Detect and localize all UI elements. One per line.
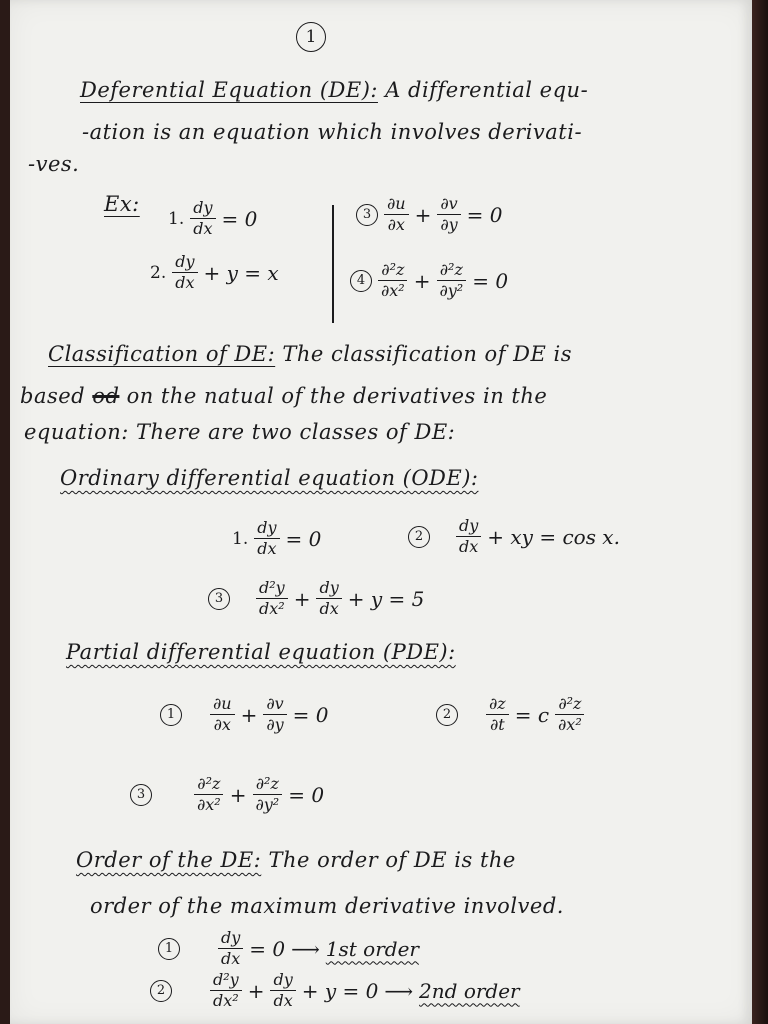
definition-line-3: -ves. [28, 152, 80, 176]
examples-label: Ex: [104, 192, 140, 216]
classification-title: Classification of DE: [48, 342, 276, 366]
order-line-1: Order of the DE: The order of DE is the [76, 848, 516, 872]
example-3: 3 $\frac{\partial u}{\partial x}$ + $\frac{\partial v}{\partial y}$ = 0 [356, 196, 503, 233]
example-divider [332, 205, 334, 323]
definition-line-2: -ation is an equation which involves derivati- [82, 120, 583, 144]
page-number: 1 [296, 22, 326, 52]
definition-line-1 [80, 78, 588, 102]
order-eq-1: 1 $\frac{dy}{dx}$ = 0 ⟶ 1st order [158, 930, 419, 967]
order-line-2: order of the maximum derivative involved. [90, 894, 564, 918]
crossed-out-word: od [92, 384, 120, 408]
example-2 [150, 254, 279, 291]
example-4-number: 4 [350, 270, 372, 292]
example-1-number: 1. [168, 208, 185, 229]
order-eq-2-result: 2nd order [419, 978, 520, 1003]
order-eq-2: 2 $\frac{\text{d²y}}{\text{dx²}}$ + $\frac{dy}{dx}$ + y = 0 ⟶ 2nd order [150, 972, 520, 1009]
order-title: Order of the DE: [76, 848, 262, 872]
notebook-page [10, 0, 752, 1024]
example-2-number: 2. [150, 262, 167, 283]
background-edge [752, 0, 768, 1024]
classification-line-2: based od on the natual of the derivatives in the [20, 384, 548, 408]
ode-title: Ordinary differential equation (ODE): [60, 466, 479, 490]
example-3-number: 3 [356, 204, 378, 226]
definition-text-1: A differential equ- [385, 78, 589, 102]
example-1-rest: = 0 [221, 206, 258, 231]
example-4: 4 $\frac{\text{∂²z}}{\text{∂x²}}$ + $\frac{\text{∂²z}}{\text{∂y²}}$ = 0 [350, 262, 508, 299]
pde-eq-2: 2 $\frac{\partial z}{\partial t}$ = c $\frac{\text{∂²z}}{\text{∂x²}}$ [436, 696, 585, 733]
example-1-fraction: $\frac{dy}{dx}$ [190, 200, 215, 237]
pde-title: Partial differential equation (PDE): [66, 640, 456, 664]
arrow-icon: ⟶ [291, 936, 320, 961]
ode-eq-3: 3 $\frac{\text{d²y}}{\text{dx²}}$ + $\frac{dy}{dx}$ + y = 5 [208, 580, 424, 617]
example-2-rest: + y = x [203, 260, 279, 285]
order-eq-1-result: 1st order [325, 936, 419, 961]
classification-line-1: Classification of DE: The classification of DE is [48, 342, 572, 366]
definition-title: Deferential Equation (DE): [80, 78, 378, 102]
classification-line-3: equation: There are two classes of DE: [24, 420, 456, 444]
ode-eq-2: 2 $\frac{dy}{dx}$ + xy = cos x. [408, 518, 620, 555]
pde-eq-3: 3 $\frac{\text{∂²z}}{\text{∂x²}}$ + $\frac{\text{∂²z}}{\text{∂y²}}$ = 0 [130, 776, 324, 813]
ode-eq-1: 1. $\frac{dy}{dx}$ = 0 [232, 518, 322, 558]
arrow-icon: ⟶ [384, 978, 414, 1003]
pde-eq-1: 1 $\frac{\partial u}{\partial x}$ + $\frac{\partial v}{\partial y}$ = 0 [160, 696, 329, 733]
example-1 [168, 200, 257, 237]
example-2-fraction: $\frac{dy}{dx}$ [172, 254, 197, 291]
